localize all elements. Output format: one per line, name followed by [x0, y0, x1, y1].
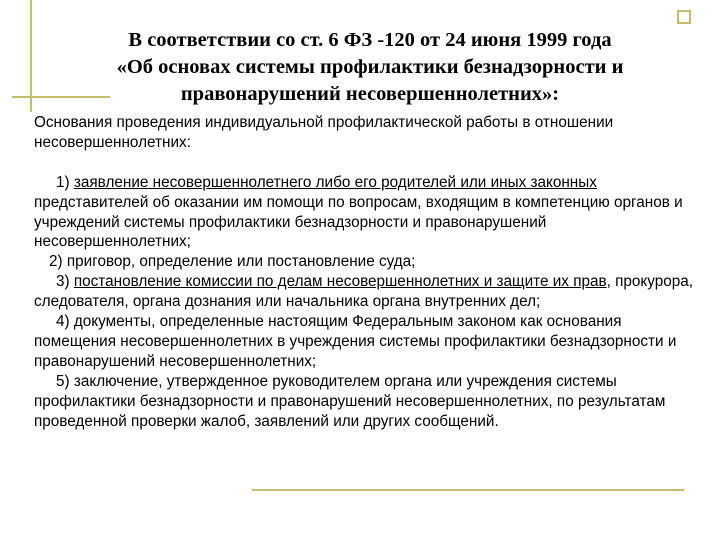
- list-item-4: [34, 312, 704, 372]
- title-line-2: «Об основах системы профилактики безнадзорности и: [116, 56, 624, 78]
- title-line-3: правонарушений несовершеннолетних»:: [180, 83, 560, 105]
- item-underlined-text: заявление несовершеннолетнего либо его родителей или иных законных: [73, 173, 597, 191]
- item-number: 2): [49, 253, 67, 271]
- list-item-3: [34, 272, 704, 312]
- item-number: 4): [56, 313, 74, 331]
- item-number: 1): [56, 173, 74, 191]
- title-line-1: В соответствии со ст. 6 ФЗ -120 от 24 июня 1999 года: [128, 29, 612, 51]
- item-text: заключение, утвержденное руководителем органа или учреждения системы профилактики безнадзорности и правонарушений несовершеннолетних, по результатам проведенной проверки жалоб, заявлений или других сообщений.: [34, 372, 666, 430]
- item-text: приговор, определение или постановление суда;: [66, 253, 416, 271]
- list-item-5: [34, 372, 704, 432]
- item-text: , прокурора, следователя, органа дознания или начальника органа внутренних дел;: [34, 273, 694, 311]
- slide-title: [40, 27, 700, 108]
- intro-paragraph: Основания проведения индивидуальной профилактической работы в отношении несовершеннолетних:: [34, 114, 614, 151]
- item-number: 3): [56, 273, 74, 291]
- item-text: представителей об оказании им помощи по вопросам, входящим в компетенцию органов и учреждений системы профилактики безнадзорности и правонарушений несовершеннолетних;: [34, 193, 683, 251]
- item-number: 5): [56, 372, 74, 390]
- item-text: документы, определенные настоящим Федеральным законом как основания помещения несовершеннолетних в учреждения системы профилактики безнадзорности и правонарушений несовершеннолетних;: [34, 313, 677, 370]
- list-item-1: [34, 173, 704, 253]
- slide-body: [34, 113, 704, 431]
- list-item-2: [34, 252, 704, 272]
- decorative-square: [677, 10, 691, 24]
- decorative-horizontal-line-bottom: [252, 489, 684, 491]
- item-underlined-text: постановление комиссии по делам несовершеннолетних и защите их прав: [73, 273, 607, 291]
